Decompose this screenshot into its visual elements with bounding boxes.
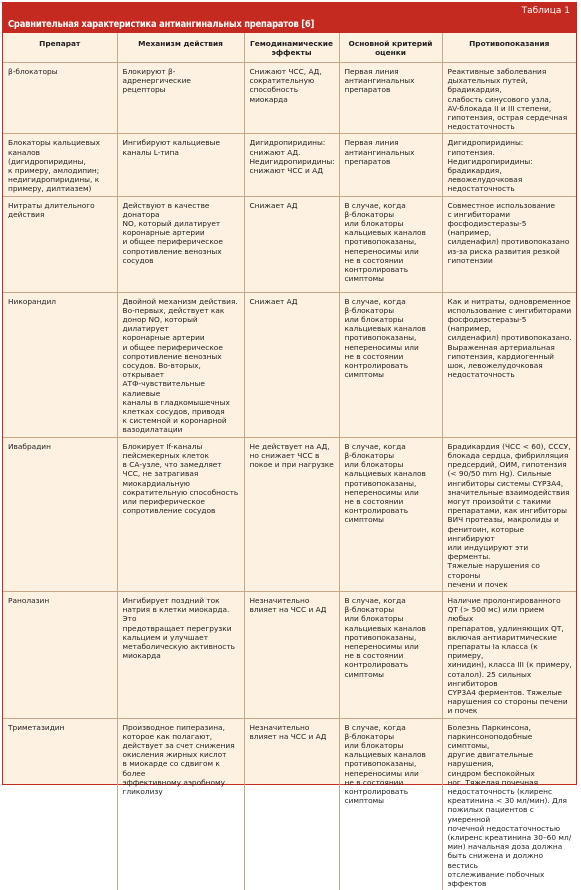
- table-frame: [2, 2, 577, 889]
- contraindications-cell: Наличие пролонгированного QT (> 500 мс) или прием любых препаратов, удлиняющих QT, включая антиаритмические препараты Ia класса (к примеру, хинидин), класса III (к примеру, соталол). 25 сильных ингибиторов CYP3A4 ферментов. Тяжелые нарушения со стороны печени и почек: [442, 591, 576, 718]
- table-row: [3, 63, 576, 134]
- table-number: Таблица 1: [521, 6, 570, 16]
- hemodynamics-cell: Не действует на АД, но снижает ЧСС в покое и при нагрузке: [244, 437, 339, 591]
- table-row: [3, 437, 576, 591]
- criterion-cell: В случае, когда β-блокаторы или блокаторы кальциевых каналов противопоказаны, непереносимы или не в состоянии контролировать симптомы: [339, 292, 442, 437]
- comparison-table: [3, 33, 576, 890]
- hemodynamics-cell: Дигидропиридины: снижают АД. Недигидропиридины: снижают ЧСС и АД: [244, 134, 339, 196]
- contraindications-cell: Болезнь Паркинсона, паркинсоноподобные симптомы, другие двигательные нарушения, синдром беспокойных ног. Тяжелая почечная недостаточность (клиренс креатинина < 30 мл/мин). Для пожилых пациентов с умеренной почечной недостаточностью (клиренс креатинина 30–60 мл/ мин) начальная доза должна быть снижена и должно вестись отслеживание побочных эффектов: [447, 722, 572, 889]
- contraindications-cell: Как и нитраты, одновременное использование с ингибиторами фосфодиэстеразы-5 (например, силденафил) противопоказано. Выраженная артериальная гипотензия, кардиогенный шок, левожелудочковая недостаточность: [442, 292, 576, 437]
- drug-cell: Никорандил: [3, 292, 117, 437]
- table-row: [3, 196, 576, 292]
- table-title-bar: [3, 3, 576, 33]
- contraindications-cell: Дигидропиридины: гипотензия. Недигидропиридины: брадикардия, левожелудочковая недостаточность: [442, 134, 576, 196]
- hemodynamics-cell: Снижает АД: [244, 196, 339, 292]
- table-row: [3, 718, 576, 890]
- hemodynamics-cell: Незначительно влияет на ЧСС и АД: [244, 718, 339, 890]
- hemodynamics-cell: Снижают ЧСС, АД, сократительную способность миокарда: [244, 63, 339, 134]
- contraindications-cell: Реактивные заболевания дыхательных путей, брадикардия, слабость синусового узла, AV-блокада II и III степени, гипотензия, острая сердечная недостаточность: [442, 63, 576, 134]
- drug-cell: β-блокаторы: [3, 63, 117, 134]
- table-title: Сравнительная характеристика антиангинальных препаратов [6]: [8, 19, 315, 30]
- mechanism-cell: Производное пиперазина, которое как полагают, действует за счет снижения окисления жирных кислот в миокарде со сдвигом к более эффективному аэробному гликолизу: [117, 718, 244, 890]
- mechanism-cell: Действуют в качестве донатора NO, который дилатирует коронарные артерии и общее периферическое сопротивление венозных сосудов: [117, 196, 244, 292]
- table-row: [3, 292, 576, 437]
- mechanism-cell: Ингибирует поздний ток натрия в клетки миокарда. Это предотвращает перегрузки кальцием и улучшает метаболическую активность миокарда: [117, 591, 244, 718]
- contraindications-cell: Совместное использование с ингибиторами фосфодиэстеразы-5 (например, силденафил) противопоказано из-за риска развития резкой гипотензии: [442, 196, 576, 292]
- mechanism-cell: Ингибируют кальциевые каналы L-типа: [117, 134, 244, 196]
- criterion-cell: Первая линия антиангинальных препаратов: [339, 63, 442, 134]
- column-header-criterion: Основной критерий оценки: [339, 33, 442, 63]
- column-header-mechanism: Механизм действия: [117, 33, 244, 63]
- drug-cell: Ранолазин: [3, 591, 117, 718]
- criterion-cell: В случае, когда β-блокаторы или блокаторы кальциевых каналов противопоказаны, непереносимы или не в состоянии контролировать симптомы: [339, 718, 442, 890]
- column-header-contraindications: Противопоказания: [442, 33, 576, 63]
- drug-cell: Триметазидин: [3, 718, 117, 890]
- mechanism-cell: Блокирует If-каналы пейсмекерных клеток в СА-узле, что замедляет ЧСС, не затрагивая миокардиальную сократительную способность или периферическое сопротивление сосудов: [117, 437, 244, 591]
- drug-cell: Нитраты длительного действия: [3, 196, 117, 292]
- table-row: [3, 134, 576, 196]
- table-row: [3, 591, 576, 718]
- criterion-cell: Первая линия антиангинальных препаратов: [339, 134, 442, 196]
- hemodynamics-cell: Незначительно влияет на ЧСС и АД: [244, 591, 339, 718]
- drug-cell: Ивабрадин: [3, 437, 117, 591]
- drug-cell: Блокаторы кальциевых каналов (дигидропиридины, к примеру, амлодипин; недигидропиридины, к примеру, дилтиазем): [3, 134, 117, 196]
- column-header-hemodynamics: Гемодинамические эффекты: [244, 33, 339, 63]
- criterion-cell: В случае, когда β-блокаторы или блокаторы кальциевых каналов противопоказаны, непереносимы или не в состоянии контролировать симптомы: [339, 437, 442, 591]
- contraindications-cell: Брадикардия (ЧСС < 60), СССУ, блокада сердца, фибрилляция предсердий, ОИМ, гипотензия (< 90/50 mm Hg). Сильные ингибиторы системы CYP3A4, значительные взаимодействия могут произойти с такими препаратами, как ингибиторы ВИЧ протеазы, макролиды и фенитоин, которые ингибируют или индуцируют эти ферменты. Тяжелые нарушения со стороны печени и почек: [442, 437, 576, 591]
- mechanism-cell: Блокируют β-адренергические рецепторы: [117, 63, 244, 134]
- mechanism-cell: Двойной механизм действия. Во-первых, действует как донор NO, который дилатирует коронарные артерии и общее периферическое сопротивление венозных сосудов. Во-вторых, открывает АТФ-чувствительные калиевые каналы в гладкомышечных клетках сосудов, приводя к системной и коронарной вазодилатации: [117, 292, 244, 437]
- criterion-cell: В случае, когда β-блокаторы или блокаторы кальциевых каналов противопоказаны, непереносимы или не в состоянии контролировать симптомы: [339, 196, 442, 292]
- header-row: [3, 33, 576, 63]
- hemodynamics-cell: Снижает АД: [244, 292, 339, 437]
- criterion-cell: В случае, когда β-блокаторы или блокаторы кальциевых каналов противопоказаны, непереносимы или не в состоянии контролировать симптомы: [339, 591, 442, 718]
- column-header-drug: Препарат: [3, 33, 117, 63]
